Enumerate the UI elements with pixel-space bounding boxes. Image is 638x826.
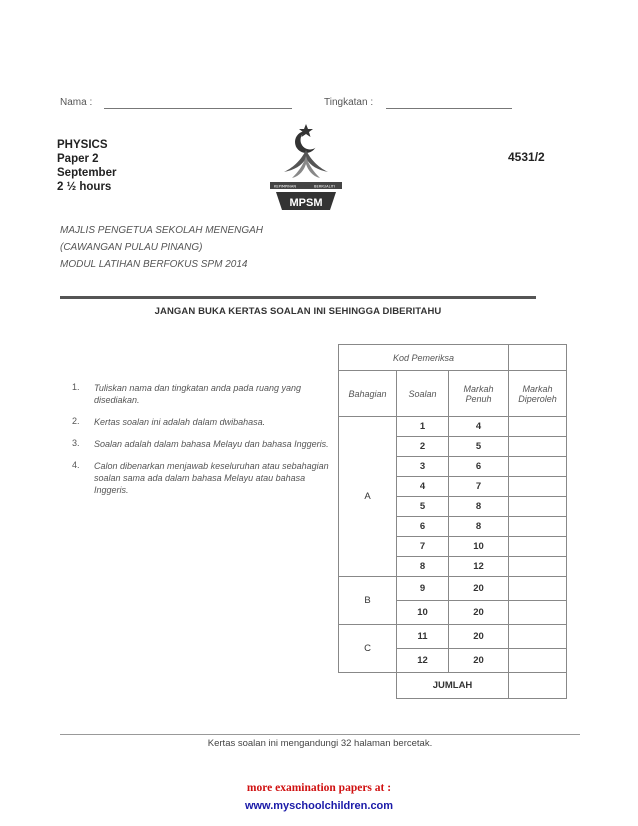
total-row — [339, 673, 567, 699]
col-header-full-marks: Markah Penuh — [449, 371, 509, 417]
banner-left-text: KEPIMPINAN — [274, 184, 297, 189]
marks-obtained-cell[interactable] — [509, 517, 567, 537]
table-row: A 1 4 — [339, 417, 567, 437]
table-row: 7 10 — [339, 537, 567, 557]
marks-obtained-cell[interactable] — [509, 537, 567, 557]
paper-code: 4531/2 — [508, 150, 545, 164]
total-marks-cell[interactable] — [509, 673, 567, 699]
class-field[interactable] — [386, 108, 512, 109]
marks-obtained-cell[interactable] — [509, 457, 567, 477]
instructions-list — [72, 382, 330, 496]
marks-obtained-cell[interactable] — [509, 601, 567, 625]
marks-obtained-cell[interactable] — [509, 497, 567, 517]
marks-obtained-cell[interactable] — [509, 625, 567, 649]
examiner-code-header: Kod Pemeriksa — [339, 345, 509, 371]
paper-number: Paper 2 — [57, 153, 99, 165]
logo-text: MPSM — [289, 197, 323, 209]
organization-block — [60, 222, 263, 273]
do-not-open-warning: JANGAN BUKA KERTAS SOALAN INI SEHINGGA DIBERITAHU — [154, 306, 442, 317]
section-c-cell: C — [339, 625, 397, 673]
table-row: 4 7 — [339, 477, 567, 497]
org-line-2: (CAWANGAN PULAU PINANG) — [60, 242, 203, 253]
examiner-marks-table — [338, 344, 567, 699]
table-row: 10 20 — [339, 601, 567, 625]
subject-block — [57, 138, 116, 194]
marks-obtained-cell[interactable] — [509, 649, 567, 673]
table-row: 12 20 — [339, 649, 567, 673]
col-header-question: Soalan — [397, 371, 449, 417]
page-count-note: Kertas soalan ini mengandungi 32 halaman bercetak. — [207, 738, 433, 749]
class-label: Tingkatan : — [324, 97, 374, 108]
promo-link[interactable]: www.myschoolchildren.com — [244, 800, 394, 812]
divider-rule — [60, 296, 536, 299]
footer-rule — [60, 734, 580, 735]
org-line-3: MODUL LATIHAN BERFOKUS SPM 2014 — [60, 259, 248, 270]
name-field[interactable] — [104, 108, 292, 109]
instruction-item: 1. Tuliskan nama dan tingkatan anda pada ruang yang disediakan. — [72, 382, 301, 405]
table-row: C 11 20 — [339, 625, 567, 649]
marks-obtained-cell[interactable] — [509, 557, 567, 577]
mpsm-emblem-icon — [262, 120, 350, 214]
instruction-item: 4. Calon dibenarkan menjawab keseluruhan atau sebahagian soalan sama ada dalam bahasa Melayu atau bahasa Inggeris. — [72, 460, 329, 495]
org-line-1: MAJLIS PENGETUA SEKOLAH MENENGAH — [60, 225, 264, 236]
name-label: Nama : — [60, 97, 93, 108]
subject-title: PHYSICS — [57, 139, 108, 151]
table-row: 3 6 — [339, 457, 567, 477]
table-row: 5 8 — [339, 497, 567, 517]
table-row: 2 5 — [339, 437, 567, 457]
table-row: B 9 20 — [339, 577, 567, 601]
marks-obtained-cell[interactable] — [509, 417, 567, 437]
marks-obtained-cell[interactable] — [509, 437, 567, 457]
section-a-cell: A — [339, 417, 397, 577]
banner-right-text: BERKUALITI — [314, 184, 335, 189]
instruction-item: 3. Soalan adalah dalam bahasa Melayu dan bahasa Inggeris. — [72, 438, 329, 449]
table-row: 6 8 — [339, 517, 567, 537]
marks-obtained-cell[interactable] — [509, 477, 567, 497]
total-label: JUMLAH — [397, 673, 509, 699]
exam-duration: 2 ½ hours — [57, 181, 112, 193]
mpsm-logo — [262, 120, 350, 214]
section-b-cell: B — [339, 577, 397, 625]
table-row: 8 12 — [339, 557, 567, 577]
marks-obtained-cell[interactable] — [509, 577, 567, 601]
promo-text: more examination papers at : — [246, 782, 392, 794]
instruction-item: 2. Kertas soalan ini adalah dalam dwibahasa. — [72, 416, 266, 427]
col-header-marks-obtained: Markah Diperoleh — [509, 371, 567, 417]
col-header-section: Bahagian — [339, 371, 397, 417]
exam-month: September — [57, 167, 117, 179]
